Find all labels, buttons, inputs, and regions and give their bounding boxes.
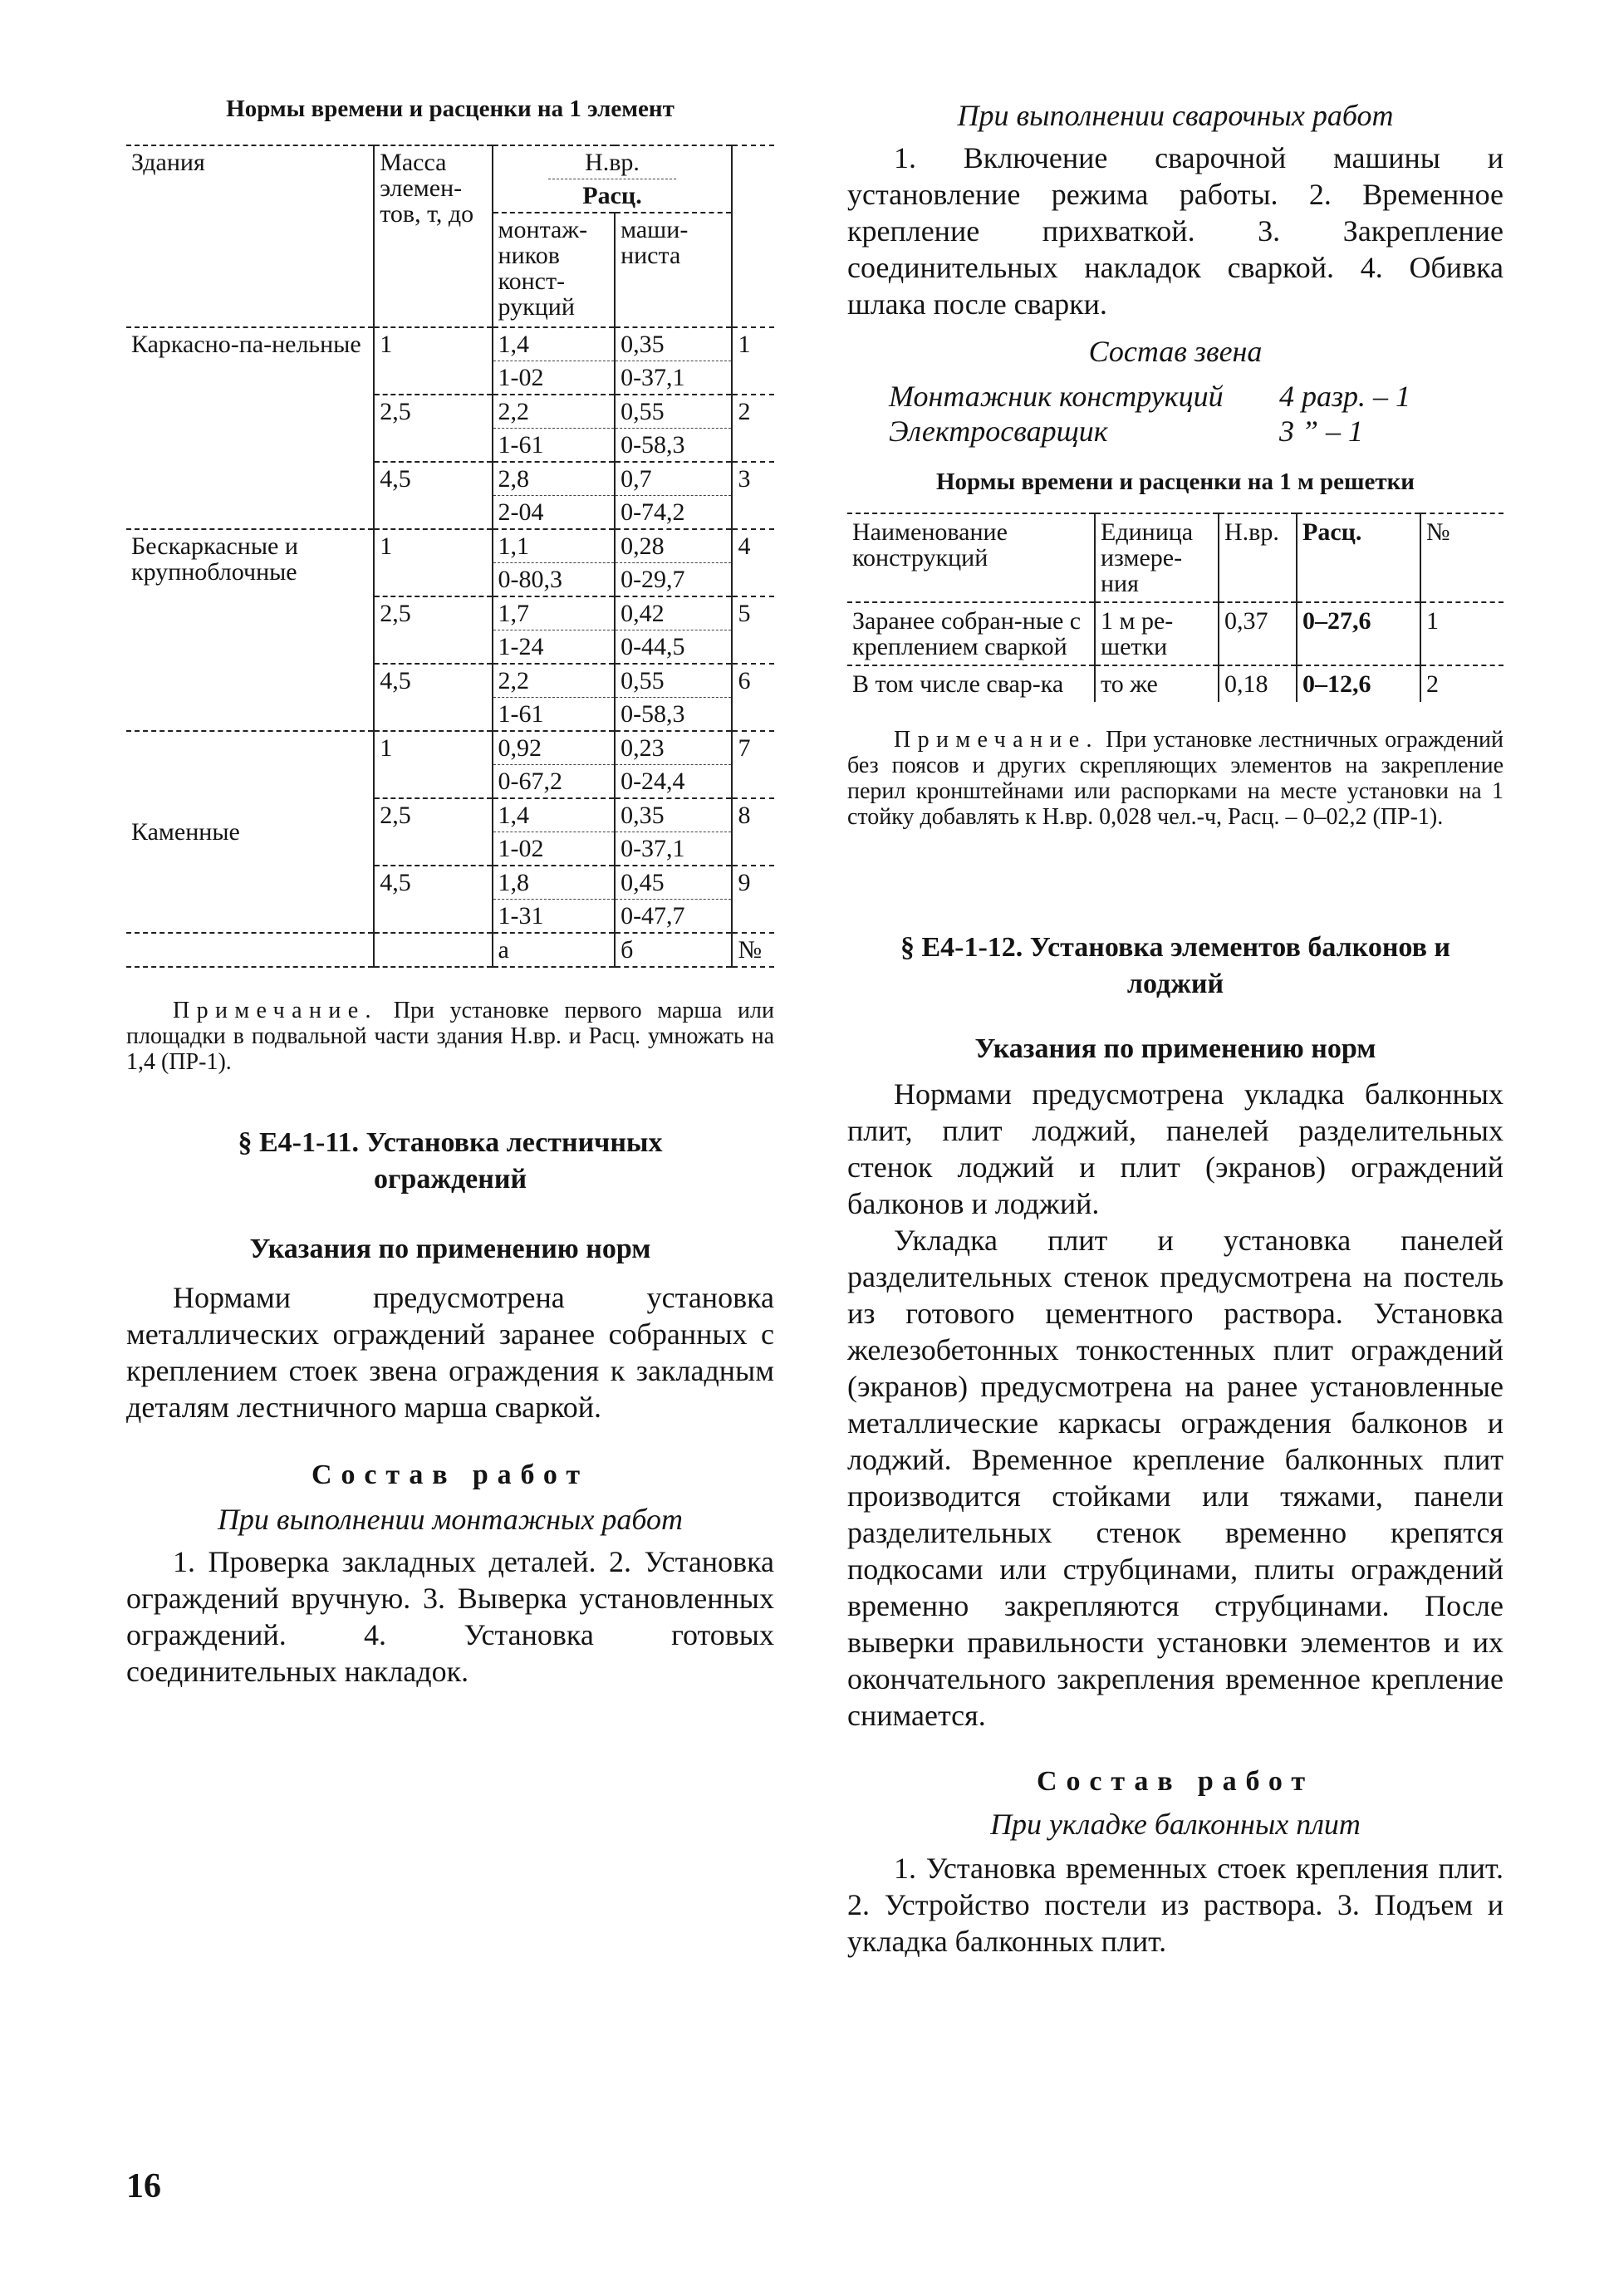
t2-header-unit: Единица измере-ния bbox=[1095, 513, 1219, 602]
mass-cell: 2,5 bbox=[374, 395, 492, 462]
norm-operator-cell: 0,7 bbox=[615, 462, 732, 496]
page-number: 16 bbox=[126, 2167, 161, 2205]
rate-operator-cell: 0-24,4 bbox=[615, 765, 732, 799]
mass-cell: 4,5 bbox=[374, 866, 492, 933]
rate-operator-cell: 0-47,7 bbox=[615, 900, 732, 934]
mass-cell: 1 bbox=[374, 731, 492, 798]
header-norm-label: Н.вр. bbox=[585, 149, 640, 176]
building-type: Бескаркасные и крупноблочные bbox=[126, 529, 374, 731]
norm-operator-cell: 0,55 bbox=[615, 395, 732, 429]
norm-operator-cell: 0,42 bbox=[615, 596, 732, 630]
row-number-cell: 7 bbox=[732, 731, 774, 798]
row-number-cell: 3 bbox=[732, 462, 774, 529]
rate-operator-cell: 0-37,1 bbox=[615, 361, 732, 395]
norms-table-railing bbox=[847, 513, 1504, 702]
table-row bbox=[126, 327, 774, 361]
table1-caption: Нормы времени и расценки на 1 элемент bbox=[226, 96, 675, 122]
rate-mounters-cell: 1-02 bbox=[493, 832, 616, 866]
rate-mounters-cell: 1-02 bbox=[493, 361, 616, 395]
t2-cell-rasc: 0–27,6 bbox=[1297, 602, 1420, 665]
rate-mounters-cell: 0-80,3 bbox=[493, 563, 616, 597]
t2-cell-unit: то же bbox=[1095, 665, 1219, 702]
left-guidance-text: Нормами предусмотрена установка металлических ограждений заранее собранных с креплением стоек звена ограждения к закладным деталям лестничного марша сваркой. bbox=[126, 1281, 774, 1424]
left-column bbox=[126, 96, 774, 1690]
rate-operator-cell: 0-29,7 bbox=[615, 563, 732, 597]
rate-operator-cell: 0-37,1 bbox=[615, 832, 732, 866]
rate-mounters-cell: 1-31 bbox=[493, 900, 616, 934]
welding-title: При выполнении сварочных работ bbox=[957, 99, 1394, 132]
mass-cell: 1 bbox=[374, 327, 492, 395]
crew-grade: 4 разр. – 1 bbox=[1279, 380, 1411, 413]
row-number-cell: 8 bbox=[732, 798, 774, 866]
rate-operator-cell: 0-58,3 bbox=[615, 698, 732, 732]
rate-operator-cell: 0-74,2 bbox=[615, 496, 732, 530]
rate-mounters-cell: 1-24 bbox=[493, 630, 616, 665]
footer-empty-2 bbox=[374, 933, 492, 967]
norm-mounters-cell: 2,2 bbox=[493, 395, 616, 429]
right-guidance-p1: Нормами предусмотрена укладка балконных плит, плит лоджий, панелей разделительных стенок лоджий и плит (экранов) ограждений балконов и лоджий. bbox=[847, 1077, 1504, 1220]
header-norm bbox=[493, 145, 733, 213]
norm-operator-cell: 0,45 bbox=[615, 866, 732, 900]
note2-text: При установке лестничных ограждений без поясов и других скрепляющих элементов на закрепление перил кронштейнами или распорками на месте установки на 1 стойку добавлять к Н.вр. 0,028 чел.-ч, Расц. – 0–02,2 (ПР-1). bbox=[847, 727, 1504, 830]
note1-label: Примечание. bbox=[173, 998, 378, 1023]
welding-text: 1. Включение сварочной машины и установление режима работы. 2. Временное крепление прихваткой. 3. Закрепление соединительных накладок сваркой. 4. Обивка шлака после сварки. bbox=[847, 141, 1504, 321]
t2-cell-nvr: 0,18 bbox=[1219, 665, 1297, 702]
t2-header-nvr: Н.вр. bbox=[1219, 513, 1297, 602]
balcony-text: 1. Установка временных стоек крепления плит. 2. Устройство постели из раствора. 3. Подъем и укладка балконных плит. bbox=[847, 1852, 1504, 1958]
building-type: Каркасно-па-нельные bbox=[126, 327, 374, 529]
note1 bbox=[126, 998, 774, 1075]
left-work-title: Состав работ bbox=[311, 1460, 589, 1490]
norm-mounters-cell: 2,2 bbox=[493, 664, 616, 698]
balcony-title: При укладке балконных плит bbox=[990, 1808, 1361, 1841]
norm-mounters-cell: 1,4 bbox=[493, 798, 616, 832]
rate-mounters-cell: 1-61 bbox=[493, 429, 616, 463]
crew-list bbox=[847, 379, 1504, 449]
rate-operator-cell: 0-44,5 bbox=[615, 630, 732, 665]
mounting-text: 1. Проверка закладных деталей. 2. Установка ограждений вручную. 3. Выверка установленных ограждений. 4. Установка готовых соединительных накладок. bbox=[126, 1545, 774, 1688]
right-column bbox=[847, 98, 1504, 1960]
left-guidance-title: Указания по применению норм bbox=[249, 1234, 651, 1264]
table-row bbox=[847, 602, 1504, 665]
rate-operator-cell: 0-58,3 bbox=[615, 429, 732, 463]
t2-cell-no: 1 bbox=[1420, 602, 1504, 665]
table1-body bbox=[126, 327, 774, 933]
norm-operator-cell: 0,35 bbox=[615, 327, 732, 361]
row-number-cell: 1 bbox=[732, 327, 774, 395]
mounting-title: При выполнении монтажных работ bbox=[217, 1503, 684, 1536]
table-row bbox=[126, 731, 774, 765]
rate-mounters-cell: 1-61 bbox=[493, 698, 616, 732]
t2-cell-name: Заранее собран-ные с креплением сваркой bbox=[847, 602, 1095, 665]
t2-cell-no: 2 bbox=[1420, 665, 1504, 702]
row-number-cell: 5 bbox=[732, 596, 774, 664]
table2-caption: Нормы времени и расценки на 1 м решетки bbox=[936, 469, 1415, 495]
t2-header-name: Наименование конструкций bbox=[847, 513, 1095, 602]
header-buildings: Здания bbox=[126, 145, 374, 327]
t2-header-rasc: Расц. bbox=[1297, 513, 1420, 602]
crew-title: Состав звена bbox=[1088, 335, 1263, 368]
header-sub-mounters: монтаж-ников конст-рукций bbox=[493, 213, 616, 323]
mass-cell: 2,5 bbox=[374, 798, 492, 866]
t2-header-no: № bbox=[1426, 518, 1450, 546]
t2-cell-unit: 1 м ре-шетки bbox=[1095, 602, 1219, 665]
footer-col-a: а bbox=[493, 933, 616, 967]
crew-role: Электросварщик bbox=[889, 415, 1108, 448]
right-work-title: Состав работ bbox=[1037, 1766, 1314, 1797]
norm-operator-cell: 0,55 bbox=[615, 664, 732, 698]
building-type: Каменные bbox=[126, 731, 374, 933]
norm-mounters-cell: 1,8 bbox=[493, 866, 616, 900]
crew-grade: 3 ” – 1 bbox=[1279, 415, 1364, 448]
crew-item bbox=[889, 414, 1504, 449]
mass-cell: 1 bbox=[374, 529, 492, 596]
footer-empty-1 bbox=[126, 933, 374, 967]
row-number-cell: 4 bbox=[732, 529, 774, 596]
norm-operator-cell: 0,28 bbox=[615, 529, 732, 563]
row-number-cell: 9 bbox=[732, 866, 774, 933]
section11-title: § Е4-1-11. Установка лестничных ограждений bbox=[238, 1127, 663, 1195]
norm-operator-cell: 0,23 bbox=[615, 731, 732, 765]
norm-mounters-cell: 0,92 bbox=[493, 731, 616, 765]
note2-label: Примечание. bbox=[894, 727, 1099, 753]
right-guidance-title: Указания по применению норм bbox=[974, 1033, 1376, 1064]
table-row bbox=[126, 529, 774, 563]
norm-mounters-cell: 2,8 bbox=[493, 462, 616, 496]
rate-mounters-cell: 2-04 bbox=[493, 496, 616, 530]
section12-title: § Е4-1-12. Установка элементов балконов и лоджий bbox=[900, 932, 1451, 999]
t2-cell-rasc: 0–12,6 bbox=[1297, 665, 1420, 702]
norm-mounters-cell: 1,1 bbox=[493, 529, 616, 563]
crew-role: Монтажник конструкций bbox=[889, 380, 1224, 413]
row-number-cell: 2 bbox=[732, 395, 774, 462]
rate-mounters-cell: 0-67,2 bbox=[493, 765, 616, 799]
note2 bbox=[847, 727, 1504, 830]
norms-table-elements bbox=[126, 145, 774, 968]
norm-mounters-cell: 1,4 bbox=[493, 327, 616, 361]
right-guidance-p2: Укладка плит и установка панелей разделительных стенок предусмотрена на постель из готового цементного раствора. Установка железобетонных тонкостенных плит ограждений (экранов) предусмотрена на ранее установленные металлические каркасы ограждения балконов и лоджий. Временное крепление балконных плит производится стойками или тяжами, панели разделительных стенок временно крепятся подкосами или струбцинами, плиты ограждений временно закрепляются струбцинами. После выверки правильности установки элементов и их окончательного закрепления временное крепление снимается. bbox=[847, 1224, 1504, 1732]
table-row bbox=[847, 665, 1504, 702]
header-no-empty bbox=[732, 145, 774, 327]
footer-no: № bbox=[732, 933, 774, 967]
header-mass: Масса элемен-тов, т, до bbox=[374, 145, 492, 327]
header-rate-label: Расц. bbox=[548, 179, 677, 209]
note1-text: При установке первого марша или площадки в подвальной части здания Н.вр. и Расц. умножать на 1,4 (ПР-1). bbox=[126, 998, 774, 1075]
norm-operator-cell: 0,35 bbox=[615, 798, 732, 832]
crew-item bbox=[889, 379, 1504, 414]
mass-cell: 2,5 bbox=[374, 596, 492, 664]
mass-cell: 4,5 bbox=[374, 664, 492, 731]
t2-cell-nvr: 0,37 bbox=[1219, 602, 1297, 665]
t2-cell-name: В том числе свар-ка bbox=[847, 665, 1095, 702]
footer-col-b: б bbox=[615, 933, 732, 967]
norm-mounters-cell: 1,7 bbox=[493, 596, 616, 630]
header-sub-operator: маши-ниста bbox=[615, 213, 732, 323]
row-number-cell: 6 bbox=[732, 664, 774, 731]
mass-cell: 4,5 bbox=[374, 462, 492, 529]
